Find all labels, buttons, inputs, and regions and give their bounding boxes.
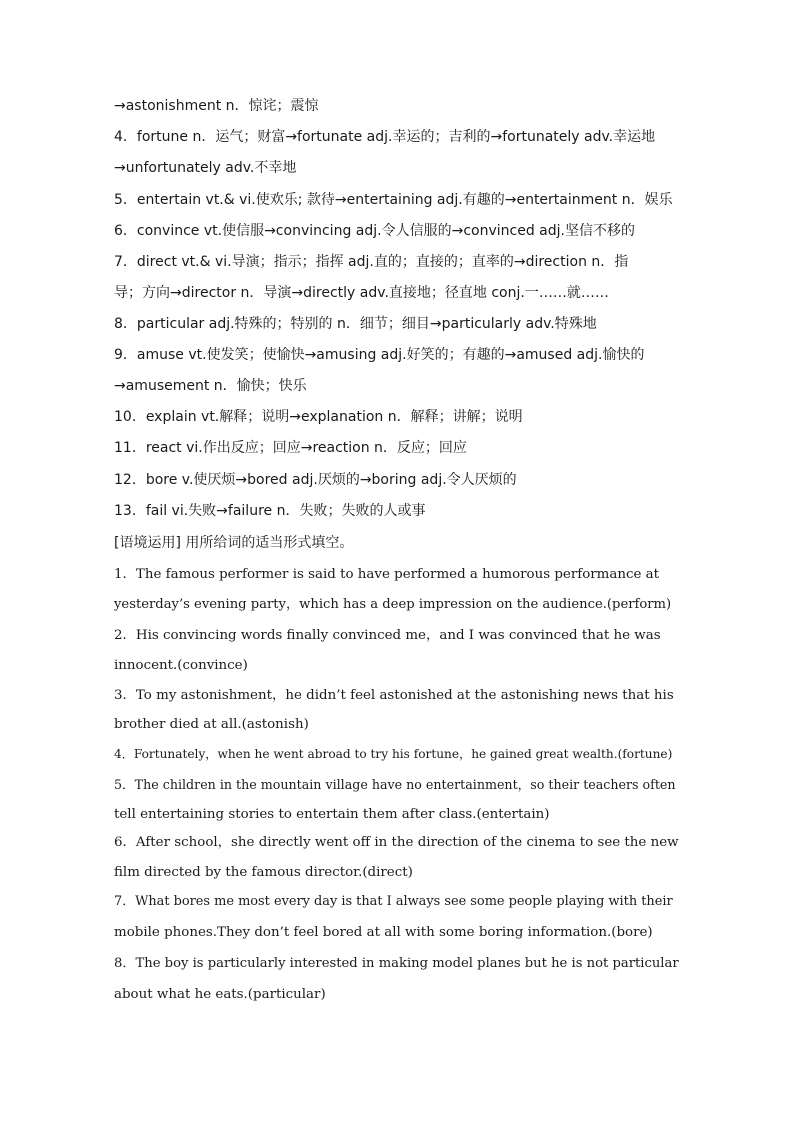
vocab-line-amusement: →amusement n．愉快；快乐: [114, 378, 307, 394]
vocab-item-explain: 10．explain vt.解释；说明→explanation n．解释；讲解；说明: [114, 409, 523, 425]
vocab-item-amuse: 9．amuse vt.使发笑；使愉快→amusing adj.好笑的；有趣的→amused adj.愉快的: [114, 347, 645, 363]
exercise-5-line-2: tell entertaining stories to entertain them after class.(entertain): [114, 807, 550, 822]
exercise-2-line-1: 2．His convincing words finally convinced me，and I was convinced that he was: [114, 628, 661, 643]
vocab-item-direct: 7．direct vt.& vi.导演；指示；指挥 adj.直的；直接的；直率的→direction n．指: [114, 254, 629, 270]
exercise-3-line-2: brother died at all.(astonish): [114, 717, 309, 732]
vocab-line-unfortunately: →unfortunately adv.不幸地: [114, 160, 297, 176]
exercise-1-line-1: 1．The famous performer is said to have performed a humorous performance at: [114, 567, 660, 582]
exercise-8-line-1: 8．The boy is particularly interested in making model planes but he is not particular: [114, 956, 679, 971]
exercise-7-line-2: mobile phones.They don’t feel bored at all with some boring information.(bore): [114, 925, 653, 940]
vocab-item-fortune: 4．fortune n．运气；财富→fortunate adj.幸运的；吉利的→fortunately adv.幸运地: [114, 129, 656, 145]
vocab-line-director: 导；方向→director n．导演→directly adv.直接地；径直地 conj.一……就……: [114, 285, 609, 301]
vocab-item-entertain: 5．entertain vt.& vi.使欢乐; 款待→entertaining adj.有趣的→entertainment n．娱乐: [114, 192, 673, 208]
vocab-item-particular: 8．particular adj.特殊的；特别的 n．细节；细目→particularly adv.特殊地: [114, 316, 597, 332]
vocab-item-react: 11．react vi.作出反应；回应→reaction n．反应；回应: [114, 440, 467, 456]
exercise-8-line-2: about what he eats.(particular): [114, 987, 326, 1002]
exercise-3-line-1: 3．To my astonishment，he didn’t feel astonished at the astonishing news that his: [114, 688, 674, 703]
section-heading: [语境运用] 用所给词的适当形式填空。: [114, 535, 354, 551]
exercise-1-line-2: yesterday’s evening party，which has a deep impression on the audience.(perform): [114, 597, 672, 612]
vocab-item-bore: 12．bore v.使厌烦→bored adj.厌烦的→boring adj.令人厌烦的: [114, 472, 517, 488]
exercise-6-line-2: film directed by the famous director.(direct): [114, 865, 413, 880]
vocab-item-fail: 13．fail vi.失败→failure n．失败；失败的人或事: [114, 503, 426, 519]
exercise-4-line-1: 4．Fortunately，when he went abroad to try his fortune，he gained great wealth.(fortune): [114, 747, 673, 761]
vocab-line-astonishment: →astonishment n．惊诧；震惊: [114, 98, 319, 114]
exercise-6-line-1: 6．After school，she directly went off in the direction of the cinema to see the new: [114, 835, 679, 850]
exercise-7-line-1: 7．What bores me most every day is that I always see some people playing with their: [114, 894, 673, 909]
exercise-5-line-1: 5．The children in the mountain village have no entertainment，so their teachers often: [114, 777, 676, 792]
exercise-2-line-2: innocent.(convince): [114, 658, 248, 673]
vocab-item-convince: 6．convince vt.使信服→convincing adj.令人信服的→convinced adj.坚信不移的: [114, 223, 635, 239]
